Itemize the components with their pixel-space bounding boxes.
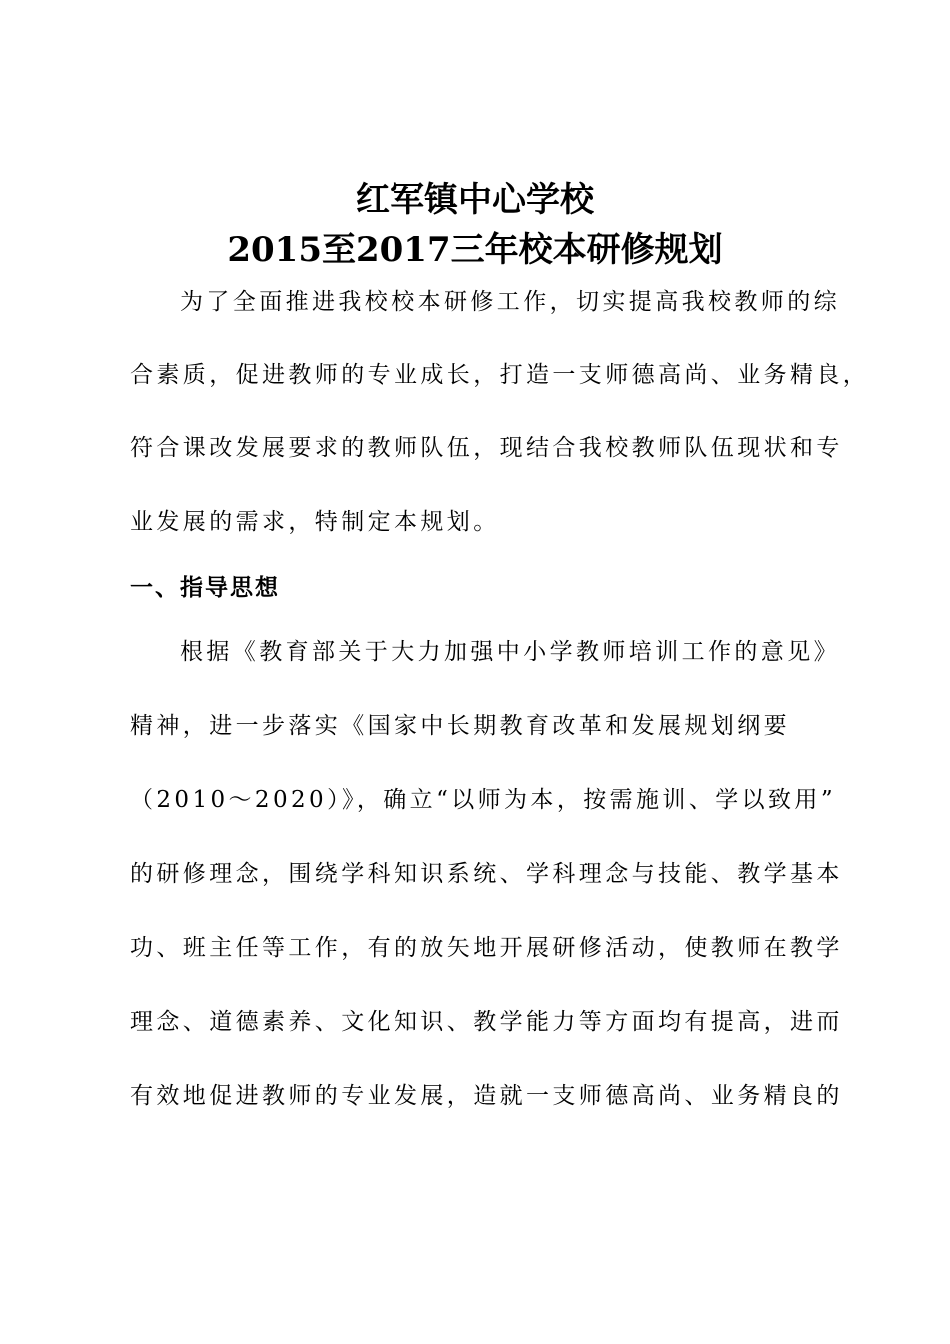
- intro-line: 合素质，促进教师的专业成长，打造一支师德高尚、业务精良，: [130, 362, 870, 388]
- section-line: 功、班主任等工作，有的放矢地开展研修活动，使教师在教学: [130, 935, 843, 961]
- section-line: 精神，进一步落实《国家中长期教育改革和发展规划纲要: [130, 713, 790, 739]
- section-line: 理念、道德素养、文化知识、教学能力等方面均有提高，进而: [130, 1009, 843, 1035]
- section-heading: 一、指导思想: [130, 575, 280, 601]
- intro-line: 为了全面推进我校校本研修工作，切实提高我校教师的综: [180, 289, 840, 315]
- section-line: 根据《教育部关于大力加强中小学教师培训工作的意见》: [180, 639, 840, 665]
- school-title: 红军镇中心学校: [356, 180, 594, 220]
- intro-line: 业发展的需求，特制定本规划。: [130, 509, 500, 535]
- section-line: 有效地促进教师的专业发展，造就一支师德高尚、业务精良的: [130, 1083, 843, 1109]
- plan-title: 2015至2017三年校本研修规划: [227, 230, 723, 270]
- section-line: 的研修理念，围绕学科知识系统、学科理念与技能、教学基本: [130, 861, 843, 887]
- intro-line: 符合课改发展要求的教师队伍，现结合我校教师队伍现状和专: [130, 435, 843, 461]
- section-line: （2010～2020）》，确立“以师为本，按需施训、学以致用”: [130, 787, 836, 813]
